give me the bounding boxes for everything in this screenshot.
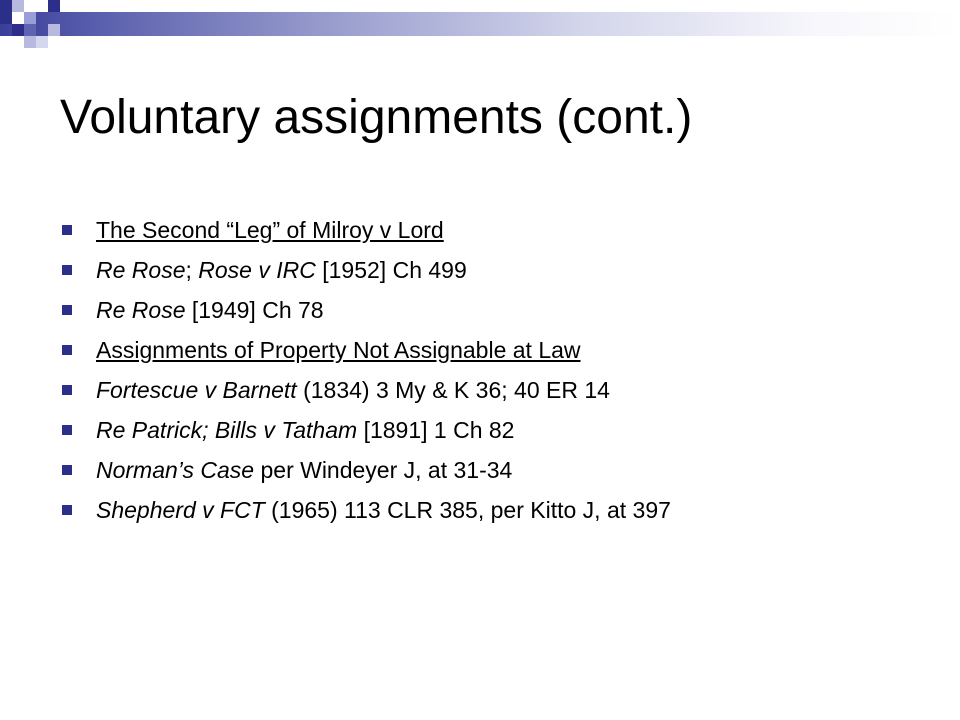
bullet-item bbox=[60, 410, 920, 450]
bullet-text: Rose v IRC bbox=[198, 257, 316, 283]
bullet-text: Fortescue v Barnett bbox=[96, 377, 297, 403]
bullet-text: Norman’s Case bbox=[96, 457, 255, 483]
square-bullet-icon bbox=[62, 305, 72, 315]
bullet-item bbox=[60, 330, 920, 370]
bullet-item bbox=[60, 370, 920, 410]
square-bullet-icon bbox=[62, 345, 72, 355]
bullet-text: Re Rose bbox=[96, 257, 186, 283]
bullet-text: (1965) 113 CLR 385, per Kitto J, at 397 bbox=[264, 497, 671, 523]
square-bullet-icon bbox=[62, 225, 72, 235]
slide-title: Voluntary assignments (cont.) bbox=[60, 91, 693, 144]
bullet-text: Re Rose bbox=[96, 297, 186, 323]
bullet-item bbox=[60, 490, 920, 530]
decor-square bbox=[12, 24, 24, 36]
decor-square bbox=[36, 36, 48, 48]
decor-square bbox=[24, 24, 36, 36]
square-bullet-icon bbox=[62, 385, 72, 395]
square-bullet-icon bbox=[62, 265, 72, 275]
bullet-text: Assignments of Property Not Assignable at Law bbox=[96, 337, 581, 363]
bullet-text: per Windeyer J, at 31-34 bbox=[254, 457, 513, 483]
decor-square bbox=[24, 36, 36, 48]
square-bullet-icon bbox=[62, 425, 72, 435]
bullet-text: [1952] Ch 499 bbox=[315, 257, 467, 283]
bullet-text: ; bbox=[185, 257, 199, 283]
decor-square bbox=[48, 0, 60, 12]
decor-square bbox=[0, 0, 12, 12]
bullet-item bbox=[60, 290, 920, 330]
bullet-text: [1949] Ch 78 bbox=[185, 297, 324, 323]
decor-square bbox=[0, 12, 12, 24]
bullet-text: The Second “Leg” of Milroy v Lord bbox=[96, 217, 444, 243]
bullet-text: Re Patrick; Bills v Tatham bbox=[96, 417, 358, 443]
square-bullet-icon bbox=[62, 465, 72, 475]
decor-square bbox=[24, 12, 36, 24]
bullet-item bbox=[60, 450, 920, 490]
bullet-item bbox=[60, 210, 920, 250]
bullet-text: (1834) 3 My & K 36; 40 ER 14 bbox=[296, 377, 610, 403]
bullet-text: [1891] 1 Ch 82 bbox=[357, 417, 515, 443]
square-bullet-icon bbox=[62, 505, 72, 515]
header-banner bbox=[0, 12, 960, 36]
bullet-text: Shepherd v FCT bbox=[96, 497, 265, 523]
decor-square bbox=[48, 24, 60, 36]
decor-square bbox=[12, 0, 24, 12]
bullet-list bbox=[60, 210, 920, 530]
bullet-item bbox=[60, 250, 920, 290]
decor-square bbox=[12, 12, 24, 24]
